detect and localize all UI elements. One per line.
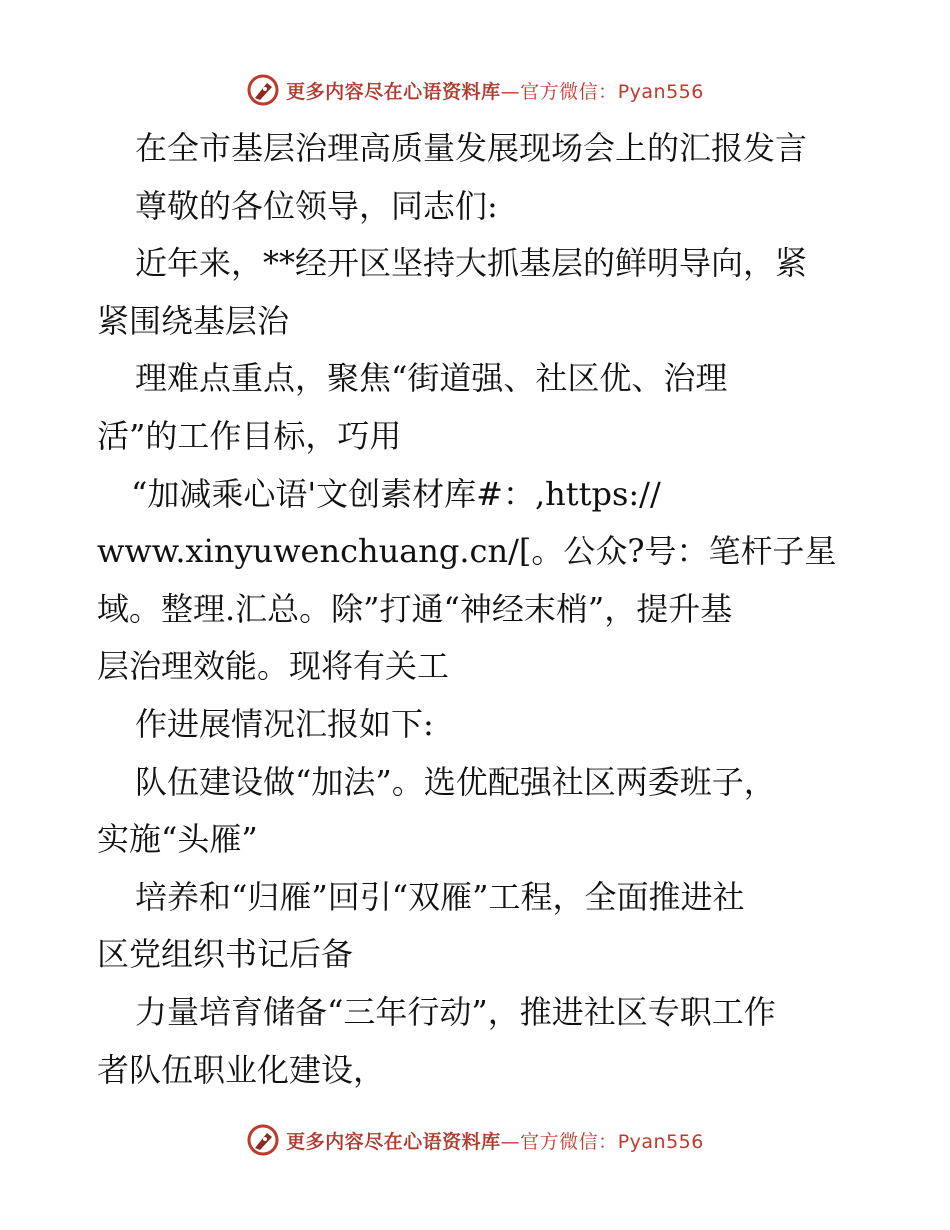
paragraph-line: 紧围绕基层治 [97,301,290,340]
pen-nib-circle-icon [246,73,280,107]
paragraph-line: 层治理效能。现将有关工 [97,647,450,686]
document-body [97,120,857,1099]
watermark-wechat-id: Pyan556 [617,80,704,103]
watermark-wechat-label: 官方微信： [520,1130,618,1153]
watermark-wechat-label: 官方微信： [520,80,618,103]
watermark-text [286,77,704,104]
footer-watermark [0,1120,950,1160]
pen-nib-circle-icon [246,1123,280,1157]
paragraph-line: 理难点重点，聚焦“街道强、社区优、治理 [135,359,728,398]
salutation: 尊敬的各位领导，同志们: [135,186,498,225]
watermark-wechat-id: Pyan556 [617,1130,704,1153]
paragraph-line: 活”的工作目标，巧用 [97,416,402,455]
paragraph-line: 队伍建设做“加法”。选优配强社区两委班子， [135,762,776,801]
paragraph-line: 培养和“归雁”回引“双雁”工程，全面推进社 [135,877,745,916]
paragraph-line: 实施“头雁” [97,820,258,859]
paragraph-line: 力量培育储备“三年行动”，推进社区专职工作 [135,992,776,1031]
watermark-separator: — [500,1130,521,1153]
watermark-text [286,1127,704,1154]
watermark-separator: — [500,80,521,103]
watermark-site-text: 更多内容尽在心语资料库 [286,80,501,103]
paragraph-line: “加减乘心语'文创素材库#：,https:// [131,474,661,513]
header-watermark [0,70,950,110]
paragraph-line: 作进展情况汇报如下: [135,704,434,743]
paragraph-line: 区党组织书记后备 [97,935,354,974]
paragraph-line: 近年来，**经开区坚持大抓基层的鲜明导向，紧 [135,244,808,283]
document-title: 在全市基层治理高质量发展现场会上的汇报发言 [135,129,808,167]
paragraph-line: www.xinyuwenchuang.cn/[。公众?号：笔杆子星 [97,532,837,571]
watermark-site-text: 更多内容尽在心语资料库 [286,1130,501,1153]
paragraph-line: 者队伍职业化建设， [97,1050,386,1089]
paragraph-line: 域。整理.汇总。除”打通“神经末梢”，提升基 [97,589,733,628]
